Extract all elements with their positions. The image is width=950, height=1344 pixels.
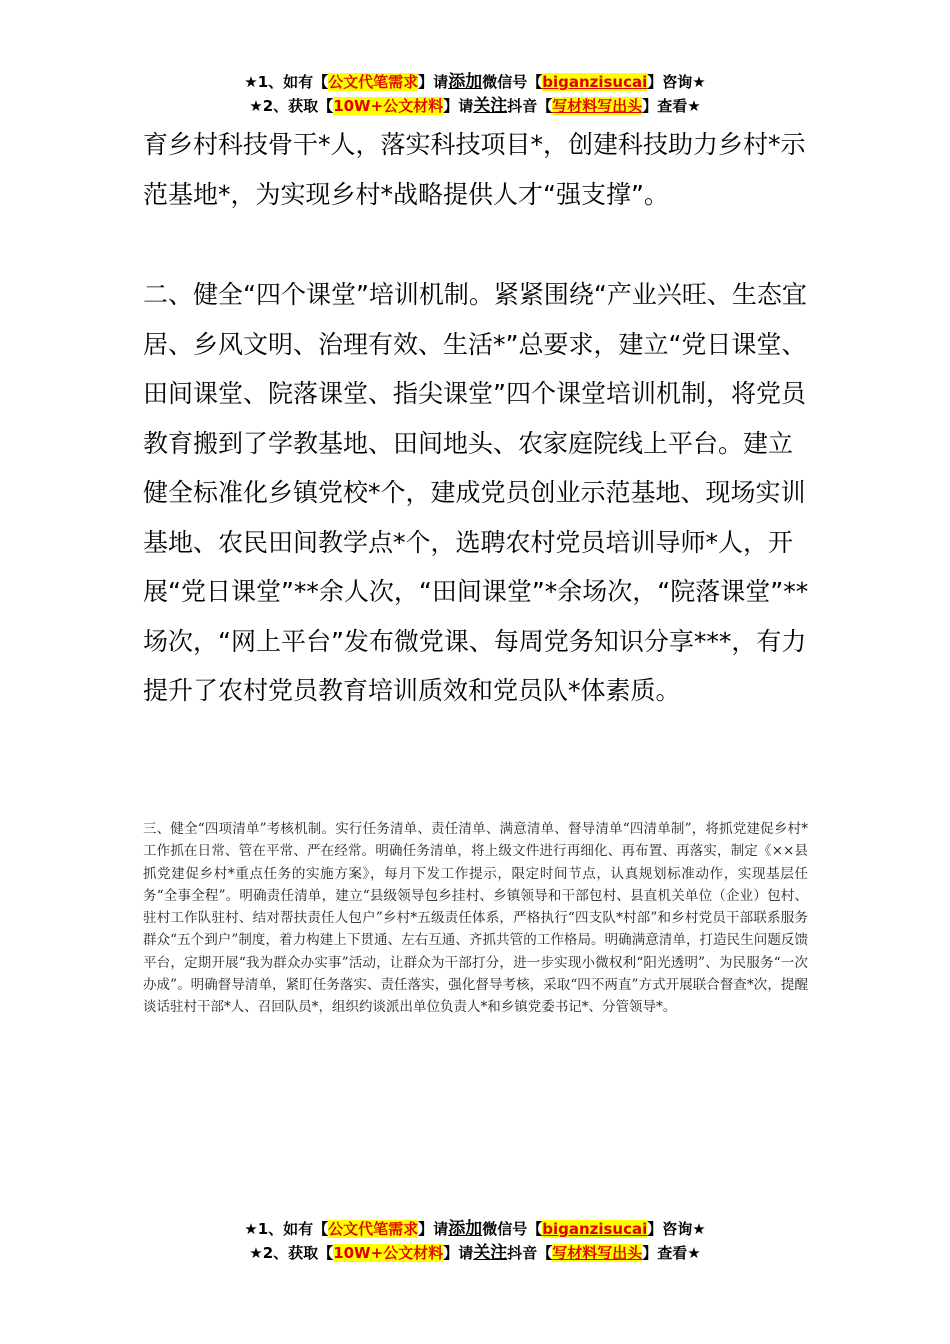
banner-emphasis: 关注 [473, 1243, 508, 1263]
banner-emphasis: 关注 [473, 96, 508, 116]
body-paragraph-2: 二、健全“四个课堂”培训机制。紧紧围绕“产业兴旺、生态宜居、乡风文明、治理有效、生活*”总要求，建立“党日课堂、田间课堂、院落课堂、指尖课堂”四个课堂培训机制，将党员教育搬到了学教基地、田间地头、农家庭院线上平台。建立健全标准化乡镇党校*个，建成党员创业示范基地、现场实训基地、农民田间教学点*个，选聘农村党员培训导师*人，开展“党日课堂”**余人次，“田间课堂”*余场次，“院落课堂”**场次，“网上平台”发布微党课、每周党务知识分享***，有力提升了农村党员教育培训质效和党员队*体素质。 [143, 280, 809, 705]
materials-highlight: 10W+公文材料 [333, 1244, 444, 1262]
wechat-id-highlight: biganzisucai [542, 1220, 648, 1238]
header-banner [0, 70, 950, 118]
service-highlight: 公文代笔需求 [328, 1220, 419, 1238]
materials-highlight: 10W+公文材料 [333, 97, 444, 115]
banner-text: ★1、如有【 [244, 1220, 329, 1238]
wechat-id-highlight: biganzisucai [542, 73, 648, 91]
body-paragraph-3: 三、健全“四项清单”考核机制。实行任务清单、责任清单、满意清单、督导清单“四清单制”，将抓党建促乡村*工作抓在日常、管在平常、严在经常。明确任务清单，将上级文件进行再细化、再布置、再落实，制定《××县抓党建促乡村*重点任务的实施方案》，每月下发工作提示，限定时间节点，认真规划标准动作，实现基层任务“全事全程”。明确责任清单，建立“县级领导包乡挂村、乡镇领导和干部包村、县直机关单位（企业）包村、驻村工作队驻村、结对帮扶责任人包户”乡村*五级责任体系，严格执行“四支队*村部”和乡村党员干部联系服务群众“五个到户”制度，着力构建上下贯通、左右互通、齐抓共管的工作格局。明确满意清单，打造民生问题反馈平台，定期开展“我为群众办实事”活动，让群众为干部打分，进一步实现小微权利“阳光透明”、为民服务“一次办成”。明确督导清单，紧盯任务落实、责任落实，强化督导考核，采取“四不两直”方式开展联合督查*次，提醒谈话驻村干部*人、召回队员*，组织约谈派出单位负责人*和乡镇党委书记*、分管领导*。 [143, 821, 808, 1016]
banner-text: 】请 [443, 97, 474, 115]
footer-banner-line-1 [0, 1217, 950, 1241]
banner-text: 】查看★ [642, 97, 701, 115]
banner-text: 微信号【 [482, 73, 543, 91]
banner-text: 】请 [443, 1244, 474, 1262]
banner-text: 抖音【 [507, 97, 553, 115]
banner-text: 】请 [418, 73, 449, 91]
banner-emphasis: 添加 [448, 1219, 483, 1239]
douyin-id-highlight: 写材料写出头 [552, 1244, 643, 1262]
banner-text: 】咨询★ [647, 1220, 706, 1238]
body-paragraph-1: 育乡村科技骨干*人，落实科技项目*，创建科技助力乡村*示范基地*，为实现乡村*战略提供人才“强支撑”。 [143, 130, 806, 209]
header-banner-line-2 [0, 94, 950, 118]
service-highlight: 公文代笔需求 [328, 73, 419, 91]
banner-text: ★2、获取【 [249, 97, 334, 115]
banner-text: 】咨询★ [647, 73, 706, 91]
douyin-id-highlight: 写材料写出头 [552, 97, 643, 115]
banner-text: 微信号【 [482, 1220, 543, 1238]
banner-emphasis: 添加 [448, 72, 483, 92]
banner-text: 】查看★ [642, 1244, 701, 1262]
banner-text: 抖音【 [507, 1244, 553, 1262]
header-banner-line-1 [0, 70, 950, 94]
banner-text: ★2、获取【 [249, 1244, 334, 1262]
banner-text: ★1、如有【 [244, 73, 329, 91]
banner-text: 】请 [418, 1220, 449, 1238]
footer-banner-line-2 [0, 1241, 950, 1265]
footer-banner [0, 1217, 950, 1265]
